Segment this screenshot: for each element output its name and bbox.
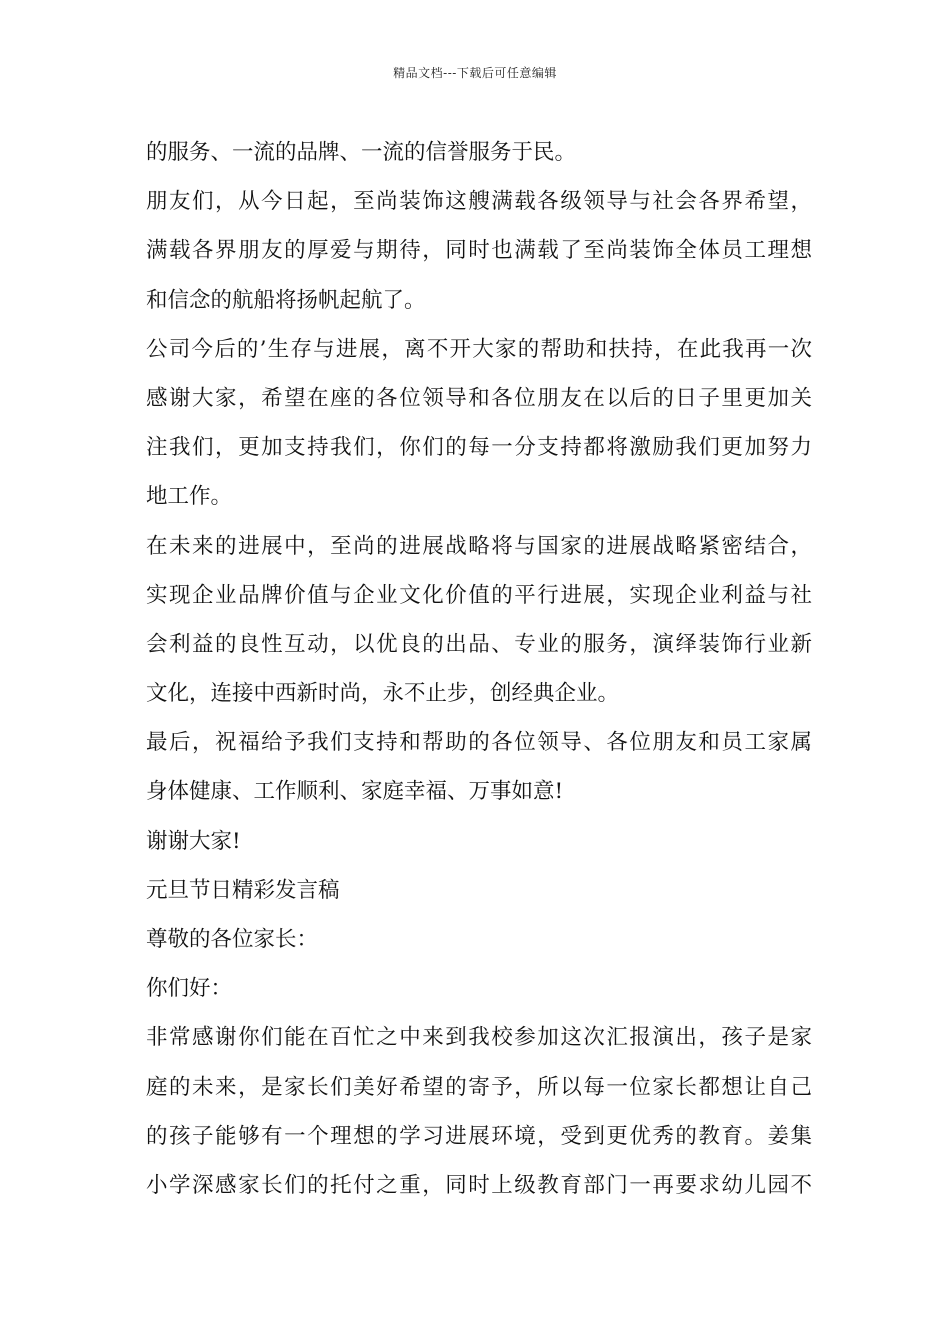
text-line: 地工作。	[146, 484, 233, 510]
text-line: 注我们，更加支持我们，你们的每一分支持都将激励我们更加努力	[146, 435, 812, 461]
text-line: 会利益的良性互动，以优良的出品、专业的服务，演绎装饰行业新	[146, 631, 812, 657]
page-header: 精品文档---下载后可任意编辑	[393, 66, 557, 80]
text-line: 非常感谢你们能在百忙之中来到我校参加这次汇报演出，孩子是家	[146, 1025, 812, 1051]
text-line: 在未来的进展中，至尚的进展战略将与国家的进展战略紧密结合，	[146, 533, 812, 559]
document-body	[146, 128, 812, 1210]
text-line: 身体健康、工作顺利、家庭幸福、万事如意!	[146, 779, 564, 805]
text-line: 文化，连接中西新时尚，永不止步，创经典企业。	[146, 681, 620, 707]
text-line: 感谢大家，希望在座的各位领导和各位朋友在以后的日子里更加关	[146, 385, 812, 411]
text-line: 谢谢大家!	[146, 828, 241, 854]
text-line: 公司今后的’生存与进展，离不开大家的帮助和扶持，在此我再一次	[146, 336, 812, 362]
text-line: 实现企业品牌价值与企业文化价值的平行进展，实现企业利益与社	[146, 582, 812, 608]
text-line: 庭的未来，是家长们美好希望的寄予，所以每一位家长都想让自己	[146, 1074, 812, 1100]
text-line: 你们好：	[146, 976, 233, 1002]
text-line: 的服务、一流的品牌、一流的信誉服务于民。	[146, 140, 577, 165]
text-line: 和信念的航船将扬帆起航了。	[146, 287, 426, 313]
text-line: 最后，祝福给予我们支持和帮助的各位领导、各位朋友和员工家属	[146, 730, 812, 756]
text-line: 的孩子能够有一个理想的学习进展环境，受到更优秀的教育。姜集	[146, 1123, 812, 1149]
text-line: 朋友们，从今日起，至尚装饰这艘满载各级领导与社会各界希望，	[146, 189, 812, 215]
text-line: 元旦节日精彩发言稿	[146, 877, 340, 903]
text-line: 尊敬的各位家长：	[146, 927, 319, 952]
text-line: 满载各界朋友的厚爱与期待，同时也满载了至尚装饰全体员工理想	[146, 238, 812, 264]
text-line: 小学深感家长们的托付之重，同时上级教育部门一再要求幼儿园不	[146, 1172, 812, 1198]
